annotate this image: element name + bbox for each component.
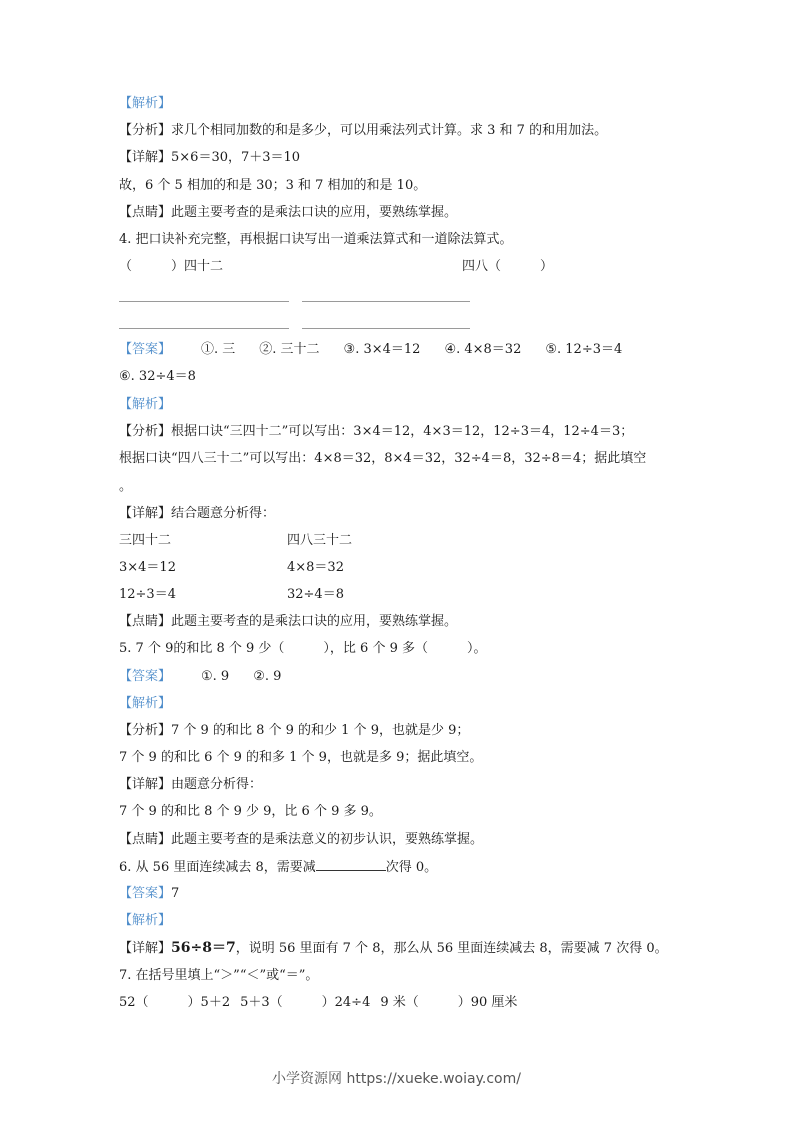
q4-stem: 4. 把口诀补充完整，再根据口诀写出一道乘法算式和一道除法算式。 [119,232,513,247]
answer-line [302,301,470,302]
site-footer: 小学资源网 https://xueke.woiay.com/ [272,1071,521,1087]
q4-table-right-0: 四八三十二 [287,533,353,548]
jiexi-heading: 【解析】 [119,96,172,111]
q4-table-right-2: 32÷4＝8 [287,587,344,602]
answer-line [302,328,470,329]
q4-table-left-1: 3×4＝12 [119,560,176,575]
q4-answer: 【答案】 ①. 三 ②. 三十二 ③. 3×4＝12 ④. 4×8＝32 ⑤. 12÷3＝4 [119,342,623,357]
q6-detail: 【详解】56÷8＝7，说明 56 里面有 7 个 8，那么从 56 里面连续减去 8，需要减 7 次得 0。 [119,940,668,956]
q4-table-right-1: 4×8＝32 [287,560,344,575]
q4-right-blank: 四八（ ） [462,259,554,274]
q4-left-blank: （ ）四十二 [119,259,224,274]
q7-stem: 7. 在括号里填上“＞”“＜”或“＝”。 [119,968,319,983]
q4-analysis-end: 。 [119,479,133,494]
q3-conclusion: 故，6 个 5 相加的和是 30；3 和 7 相加的和是 10。 [119,178,427,193]
q4-detail: 【详解】结合题意分析得： [119,506,276,521]
jiexi-heading: 【解析】 [119,397,172,412]
q3-detail: 【详解】5×6＝30，7＋3＝10 [119,150,301,165]
answer-line [119,328,289,329]
q6-answer: 【答案】7 [119,886,180,901]
q3-analysis: 【分析】求几个相同加数的和是多少，可以用乘法列式计算。求 3 和 7 的和用加法。 [119,123,608,138]
jiexi-heading: 【解析】 [119,913,172,928]
q4-table-left-0: 三四十二 [119,533,172,548]
q4-comment: 【点睛】此题主要考查的是乘法口诀的应用，要熟练掌握。 [119,614,458,629]
q5-result: 7 个 9 的和比 8 个 9 少 9，比 6 个 9 多 9。 [119,804,382,819]
q3-comment: 【点睛】此题主要考查的是乘法口诀的应用，要熟练掌握。 [119,205,458,220]
q7-items: 52（ ）5＋2 5＋3（ ）24÷4 9 米（ ）90 厘米 [119,995,518,1010]
q5-analysis: 【分析】7 个 9 的和比 8 个 9 的和少 1 个 9，也就是少 9； [119,723,470,738]
jiexi-heading: 【解析】 [119,696,172,711]
answer-line [119,301,289,302]
q5-detail: 【详解】由题意分析得： [119,777,263,792]
q6-stem: 6. 从 56 里面连续减去 8，需要减 次得 0。 [119,860,438,875]
q5-analysis-cont: 7 个 9 的和比 6 个 9 的和多 1 个 9，也就是多 9；据此填空。 [119,750,483,765]
q5-comment: 【点睛】此题主要考查的是乘法意义的初步认识，要熟练掌握。 [119,832,484,847]
q5-stem: 5. 7 个 9的和比 8 个 9 少（ ），比 6 个 9 多（ ）。 [119,641,487,656]
q5-answer: 【答案】 ①. 9 ②. 9 [119,669,282,684]
q4-answer-cont: ⑥. 32÷4＝8 [119,369,196,384]
q4-analysis-cont: 根据口诀“四八三十二”可以写出：4×8＝32，8×4＝32，32÷4＝8，32÷8＝4；据此填空 [119,451,647,466]
q4-analysis: 【分析】根据口诀“三四十二”可以写出：3×4＝12，4×3＝12，12÷3＝4，12÷4＝3； [119,424,634,439]
q4-table-left-2: 12÷3＝4 [119,587,176,602]
fill-blank [316,858,386,871]
